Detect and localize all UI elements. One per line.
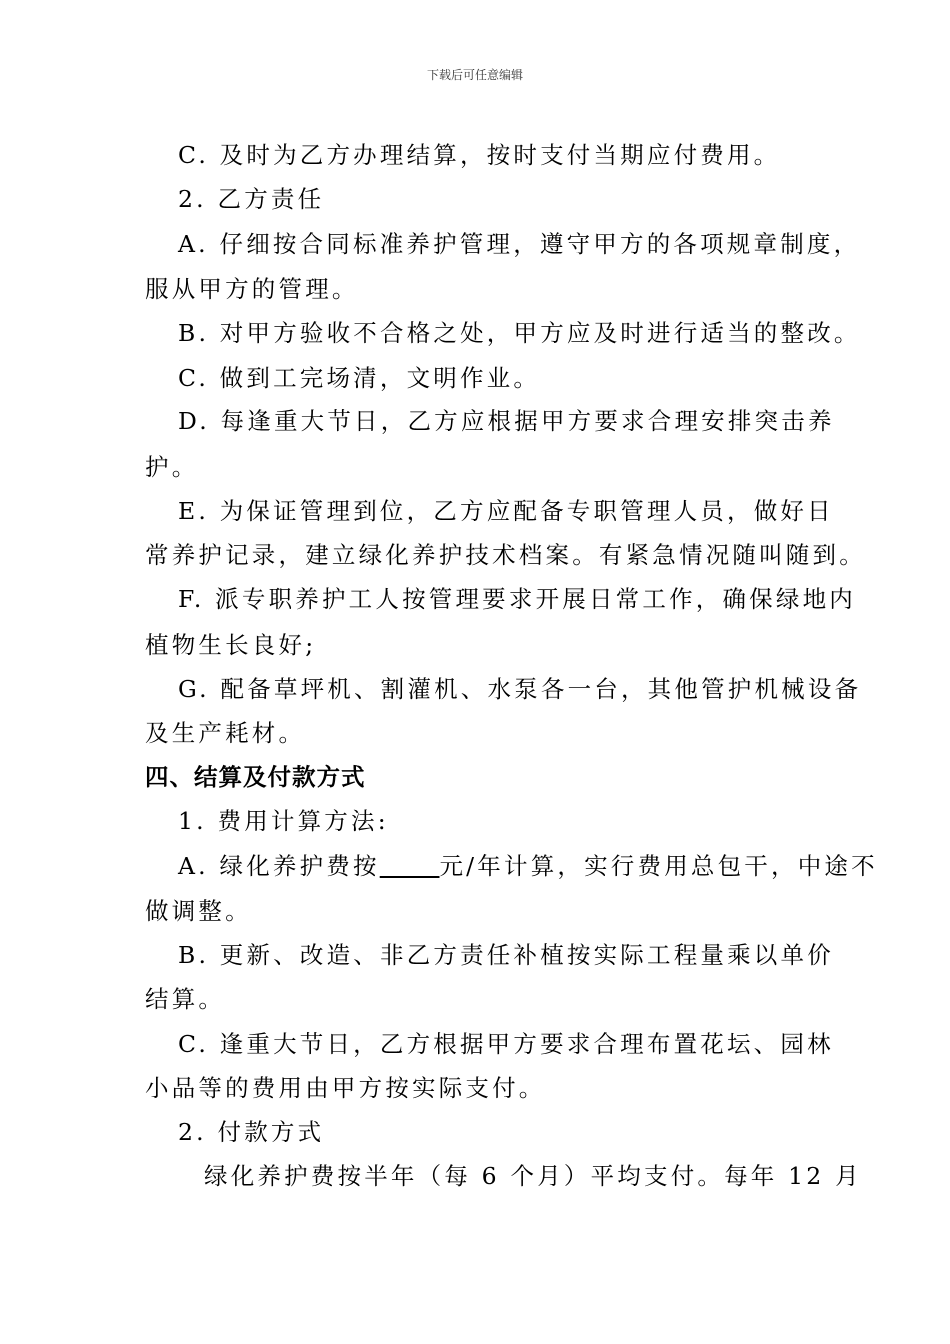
- text-line: 结算。: [145, 985, 226, 1013]
- text-line: 常养护记录，建立绿化养护技术档案。有紧急情况随叫随到。: [145, 541, 866, 569]
- text-line: C. 及时为乙方办理结算，按时支付当期应付费用。: [178, 141, 781, 169]
- text-line: F. 派专职养护工人按管理要求开展日常工作，确保绿地内: [178, 585, 856, 613]
- text-line: 2. 付款方式: [178, 1118, 325, 1146]
- text-segment: A. 绿化养护费按: [178, 852, 380, 880]
- blank-fill-line: [380, 851, 440, 881]
- text-line: 及生产耗材。: [145, 719, 306, 747]
- text-line: D. 每逢重大节日，乙方应根据甲方要求合理安排突击养: [178, 407, 835, 435]
- text-line: A. 仔细按合同标准养护管理，遵守甲方的各项规章制度，: [178, 230, 861, 258]
- section-heading: 四、结算及付款方式: [145, 763, 366, 791]
- text-line: 护。: [145, 453, 199, 481]
- page-header-note: 下载后可任意编辑: [426, 68, 523, 82]
- text-line: 服从甲方的管理。: [145, 275, 359, 303]
- text-line: G. 配备草坪机、割灌机、水泵各一台，其他管护机械设备: [178, 675, 862, 703]
- text-line: 1. 费用计算方法:: [178, 807, 389, 835]
- text-line: C. 逢重大节日，乙方根据甲方要求合理布置花坛、园林: [178, 1030, 834, 1058]
- text-segment: 元/年计算，实行费用总包干，中途不: [439, 852, 878, 880]
- text-line: 做调整。: [145, 897, 252, 925]
- text-line: 小品等的费用由甲方按实际支付。: [145, 1074, 546, 1102]
- text-line: E. 为保证管理到位，乙方应配备专职管理人员，做好日: [178, 497, 834, 525]
- text-line: [178, 851, 878, 881]
- text-line: 植物生长良好;: [145, 631, 317, 659]
- text-line: 2. 乙方责任: [178, 185, 325, 213]
- text-line: B. 对甲方验收不合格之处，甲方应及时进行适当的整改。: [178, 319, 861, 347]
- text-line: 绿化养护费按半年（每 6 个月）平均支付。每年 12 月: [204, 1162, 862, 1190]
- text-line: C. 做到工完场清，文明作业。: [178, 364, 541, 392]
- text-line: B. 更新、改造、非乙方责任补植按实际工程量乘以单价: [178, 941, 834, 969]
